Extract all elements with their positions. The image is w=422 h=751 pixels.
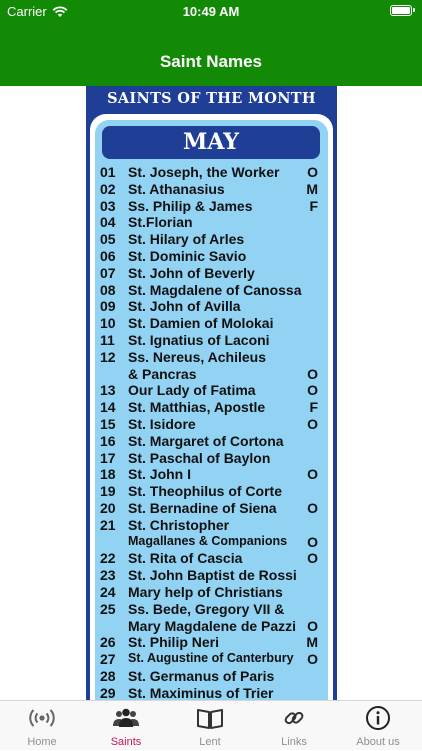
saint-name: St. Maximinus of Trier bbox=[128, 684, 274, 700]
saint-name: St. Augustine of Canterbury bbox=[128, 651, 294, 666]
saint-day: 12 bbox=[100, 348, 116, 365]
page-title: Saint Names bbox=[159, 52, 263, 71]
saint-day: 06 bbox=[100, 247, 116, 264]
saint-name: St. Isidore bbox=[128, 415, 196, 432]
saint-day: 03 bbox=[100, 197, 116, 214]
saint-row bbox=[100, 567, 322, 584]
saint-name: St. Rita of Cascia bbox=[128, 550, 243, 567]
people-icon bbox=[111, 705, 141, 731]
status-bar bbox=[0, 0, 422, 24]
feast-rank: O bbox=[307, 499, 318, 516]
feast-rank: M bbox=[306, 634, 318, 651]
tab-label: Saints bbox=[110, 736, 142, 748]
saint-name: Our Lady of Fatima bbox=[128, 382, 256, 399]
saint-name: & Pancras bbox=[128, 365, 197, 382]
saint-name: St. Magdalene of Canossa bbox=[128, 281, 302, 298]
tab-about[interactable] bbox=[336, 701, 420, 751]
tab-label: About us bbox=[356, 736, 400, 748]
tab-saints[interactable] bbox=[84, 701, 168, 751]
feast-rank: O bbox=[307, 550, 318, 567]
top-bar bbox=[0, 0, 422, 86]
saint-day: 25 bbox=[100, 600, 116, 617]
feast-rank: O bbox=[307, 365, 318, 382]
saint-row bbox=[100, 450, 322, 467]
saint-name: St. Joseph, the Worker bbox=[128, 164, 280, 180]
saint-name: Ss. Nereus, Achileus bbox=[128, 348, 266, 365]
saint-row bbox=[100, 634, 322, 651]
saint-day: 28 bbox=[100, 667, 116, 684]
saint-day: 11 bbox=[100, 331, 115, 348]
saint-name: St. Philip Neri bbox=[128, 634, 220, 651]
saint-row bbox=[100, 248, 322, 265]
saint-name: St.Florian bbox=[128, 214, 193, 231]
saint-day: 02 bbox=[100, 180, 116, 197]
saint-row bbox=[100, 651, 322, 668]
saint-name: St. Margaret of Cortona bbox=[128, 432, 284, 449]
saint-day: 27 bbox=[100, 651, 116, 668]
feast-rank: O bbox=[307, 466, 318, 483]
saint-row bbox=[100, 517, 322, 534]
saint-row bbox=[100, 685, 322, 700]
saint-day: 14 bbox=[100, 399, 116, 416]
saint-row bbox=[100, 483, 322, 500]
clock: 10:49 AM bbox=[182, 4, 240, 19]
saint-day: 07 bbox=[100, 264, 116, 281]
saint-row bbox=[100, 164, 322, 181]
saint-row bbox=[100, 382, 322, 399]
saint-row bbox=[100, 500, 322, 517]
saint-row bbox=[100, 198, 322, 215]
info-icon bbox=[363, 705, 393, 731]
saint-name: St. John of Beverly bbox=[128, 264, 255, 281]
saint-name: Mary Magdalene de Pazzi bbox=[128, 617, 297, 634]
saints-card bbox=[86, 86, 337, 700]
saint-day: 23 bbox=[100, 567, 116, 584]
saint-day: 04 bbox=[100, 214, 116, 231]
saint-day: 15 bbox=[100, 415, 116, 432]
tab-label: Home bbox=[27, 736, 57, 748]
feast-rank: O bbox=[307, 617, 318, 634]
tab-bar bbox=[0, 700, 422, 750]
saint-day: 18 bbox=[100, 466, 116, 483]
saint-row bbox=[100, 282, 322, 299]
saint-row bbox=[100, 601, 322, 618]
saint-day: 20 bbox=[100, 499, 116, 516]
saint-row bbox=[100, 399, 322, 416]
saint-name: Mary help of Christians bbox=[128, 583, 283, 600]
saint-row bbox=[100, 433, 322, 450]
saint-name: St. Dominic Savio bbox=[128, 247, 247, 264]
book-icon bbox=[195, 705, 225, 731]
saint-day: 13 bbox=[100, 382, 116, 399]
saint-row bbox=[100, 668, 322, 685]
saint-name: St. John Baptist de Rossi bbox=[128, 567, 297, 584]
feast-rank: F bbox=[309, 399, 318, 416]
saint-day: 26 bbox=[100, 634, 116, 651]
saint-name: St. Theophilus of Corte bbox=[128, 483, 282, 500]
tab-home[interactable] bbox=[0, 701, 84, 751]
saint-row bbox=[100, 298, 322, 315]
saint-day: 29 bbox=[100, 684, 116, 700]
saint-row bbox=[100, 265, 322, 282]
tab-links[interactable] bbox=[252, 701, 336, 751]
saint-day: 16 bbox=[100, 432, 116, 449]
saint-name: St. Ignatius of Laconi bbox=[128, 331, 270, 348]
saint-day: 21 bbox=[100, 516, 116, 533]
saint-day: 19 bbox=[100, 483, 116, 500]
saint-name: St. Bernadine of Siena bbox=[128, 499, 277, 516]
tab-lent[interactable] bbox=[168, 701, 252, 751]
saint-day: 24 bbox=[100, 583, 116, 600]
saint-name: St. Hilary of Arles bbox=[128, 231, 245, 248]
saint-day: 10 bbox=[100, 315, 116, 332]
feast-rank: O bbox=[307, 164, 318, 180]
feast-rank: O bbox=[307, 533, 318, 550]
saint-row bbox=[100, 366, 322, 383]
carrier-label: Carrier bbox=[7, 4, 47, 19]
card-header: SAINTS OF THE MONTH bbox=[107, 90, 316, 107]
saint-row bbox=[100, 534, 322, 551]
tab-label: Links bbox=[281, 736, 307, 748]
saint-day: 08 bbox=[100, 281, 116, 298]
saint-name: Ss. Bede, Gregory VII & bbox=[128, 600, 285, 617]
month-title: MAY bbox=[102, 126, 320, 159]
saint-name: St. Damien of Molokai bbox=[128, 315, 274, 332]
saint-row bbox=[100, 332, 322, 349]
saint-row bbox=[100, 550, 322, 567]
saint-name: St. Christopher bbox=[128, 516, 230, 533]
broadcast-icon bbox=[27, 705, 57, 731]
saint-row bbox=[100, 349, 322, 366]
saint-day: 01 bbox=[100, 164, 116, 180]
saint-row bbox=[100, 214, 322, 231]
saint-name: St. Athanasius bbox=[128, 180, 225, 197]
saint-name: St. Paschal of Baylon bbox=[128, 449, 271, 466]
saint-row bbox=[100, 466, 322, 483]
feast-rank: O bbox=[307, 382, 318, 399]
saint-list bbox=[100, 164, 322, 700]
battery-icon bbox=[390, 5, 412, 16]
saint-day: 17 bbox=[100, 449, 116, 466]
saint-row bbox=[100, 231, 322, 248]
saint-day: 05 bbox=[100, 231, 116, 248]
saint-name: St. Matthias, Apostle bbox=[128, 399, 266, 416]
saint-day: 22 bbox=[100, 550, 116, 567]
saint-day: 09 bbox=[100, 298, 116, 315]
saint-row bbox=[100, 315, 322, 332]
feast-rank: F bbox=[309, 197, 318, 214]
saint-name: St. John of Avilla bbox=[128, 298, 241, 315]
tab-label: Lent bbox=[199, 736, 221, 748]
feast-rank: O bbox=[307, 651, 318, 668]
saint-row bbox=[100, 584, 322, 601]
saint-name: Magallanes & Companions bbox=[128, 533, 288, 548]
saint-name: St. Germanus of Paris bbox=[128, 667, 275, 684]
saint-name: St. John I bbox=[128, 466, 191, 483]
saint-row bbox=[100, 618, 322, 635]
feast-rank: M bbox=[306, 180, 318, 197]
feast-rank: O bbox=[307, 415, 318, 432]
link-icon bbox=[279, 705, 309, 731]
saint-name: Ss. Philip & James bbox=[128, 197, 253, 214]
saint-row bbox=[100, 416, 322, 433]
saint-row bbox=[100, 181, 322, 198]
